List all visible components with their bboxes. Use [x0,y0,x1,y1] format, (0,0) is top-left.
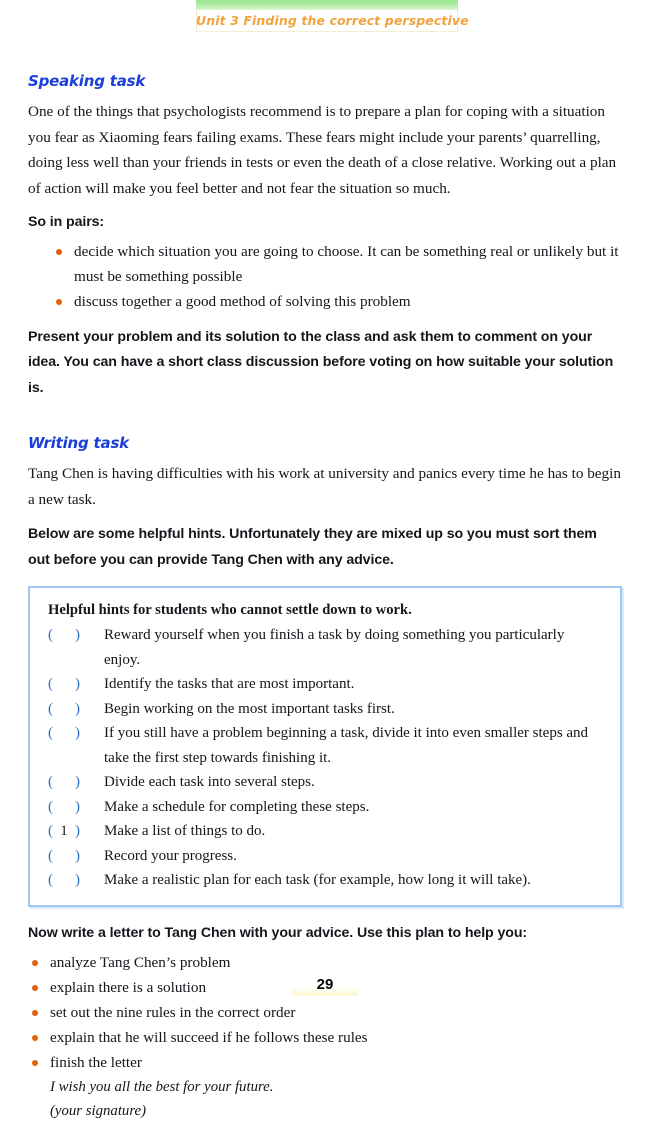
so-in-pairs-label: So in pairs: [28,214,105,230]
paren-close: ) [75,774,80,790]
letter-plan-list [28,950,622,1075]
paren-close: ) [75,700,80,717]
hint-number [53,697,75,722]
hint-row[interactable] [48,623,604,672]
paren-close: ) [75,627,80,643]
letter-point-text: explain that he will succeed if he follows these rules [50,1029,368,1046]
helpful-hints-box [28,586,622,907]
letter-point-text: explain there is a solution [50,979,207,996]
hint-row[interactable] [48,819,604,844]
paren-open: ( [48,676,53,692]
paren-close: ) [75,725,80,741]
hint-answer-slot[interactable] [48,844,104,869]
hint-number [53,868,75,893]
paren-open: ( [48,774,53,790]
hint-text: Make a realistic plan for each task (for example, how long it will take). [104,872,531,888]
signature-placeholder: (your signature) [50,1103,147,1119]
list-item [52,239,622,289]
page-footer [0,975,650,996]
hint-row[interactable] [48,770,604,795]
hint-answer-slot[interactable] [48,623,104,648]
paren-open: ( [48,798,53,815]
hint-text: Reward yourself when you finish a task by doing something you particularly enjoy. [104,627,565,668]
hint-answer-slot[interactable] [48,819,104,844]
running-head-text: Unit 3 Finding the correct perspective [196,13,469,28]
hint-text: Make a schedule for completing these steps. [104,798,370,815]
list-item [28,950,622,975]
hint-row[interactable] [48,868,604,893]
hint-row[interactable] [48,844,604,869]
paren-close: ) [75,798,80,815]
pairs-item-text: decide which situation you are going to choose. It can be something real or unlikely but it must be something possible [74,242,619,285]
paren-open: ( [48,725,53,741]
hint-answer-slot[interactable] [48,721,104,746]
sort-hints-instruction: Below are some helpful hints. Unfortunately they are mixed up so you must sort them out before you can provide Tang Chen with any advice. [28,526,597,568]
hint-text: If you still have a problem beginning a task, divide it into even smaller steps and take the first step towards finishing it. [104,725,589,766]
letter-point-text: set out the nine rules in the correct order [50,1004,296,1021]
closing-line: I wish you all the best for your future. [50,1079,274,1095]
hint-number [53,721,75,746]
page-number: 29 [292,975,358,996]
hints-box-title: Helpful hints for students who cannot settle down to work. [48,602,412,618]
page-content [28,0,622,1123]
letter-point-text: finish the letter [50,1054,142,1071]
writing-intro-paragraph: Tang Chen is having difficulties with his work at university and panics every time he has to begin a new task. [28,465,621,508]
hint-number [53,770,75,795]
hint-answer-slot[interactable] [48,868,104,893]
paren-open: ( [48,872,53,888]
paren-open: ( [48,627,53,643]
hint-number: 1 [60,823,68,839]
paren-close: ) [75,847,80,864]
hint-row[interactable] [48,697,604,722]
hint-text: Record your progress. [104,847,237,864]
list-item [52,289,622,314]
hint-text: Begin working on the most important tasks first. [104,700,395,717]
speaking-intro-paragraph: One of the things that psychologists recommend is to prepare a plan for coping with a situation you fear as Xiaoming fears failing exams. These fears might include your parents’ quarrelling, doing less well than your friends in tests or even the death of a close relative. Working out a plan of action will make you feel better and not fear the situation so much. [28,103,617,197]
paren-open: ( [48,823,53,839]
hint-row[interactable] [48,672,604,697]
hint-number [53,672,75,697]
hint-answer-slot[interactable] [48,697,104,722]
list-item [28,1025,622,1050]
hint-text: Divide each task into several steps. [104,774,315,790]
pairs-item-text: discuss together a good method of solving this problem [74,292,411,310]
letter-point-text: analyze Tang Chen’s problem [50,954,231,971]
present-problem-instruction: Present your problem and its solution to the class and ask them to comment on your idea. You can have a short class discussion before voting on how suitable your solution is. [28,328,614,396]
hint-answer-slot[interactable] [48,672,104,697]
hint-text: Make a list of things to do. [104,823,266,839]
hint-row[interactable] [48,721,604,770]
list-item [28,1050,622,1075]
write-letter-instruction: Now write a letter to Tang Chen with your advice. Use this plan to help you: [28,924,528,941]
hint-number [53,844,75,869]
hint-number [53,795,75,820]
paren-close: ) [75,676,80,692]
hint-row[interactable] [48,795,604,820]
hint-number [53,623,75,648]
speaking-task-heading: Speaking task [28,72,146,90]
paren-close: ) [75,872,80,888]
paren-open: ( [48,847,53,864]
paren-close: ) [75,823,80,839]
paren-open: ( [48,700,53,717]
writing-task-heading: Writing task [28,434,129,452]
hint-answer-slot[interactable] [48,770,104,795]
hint-text: Identify the tasks that are most important. [104,676,355,692]
hint-answer-slot[interactable] [48,795,104,820]
pairs-bullet-list [52,239,622,314]
